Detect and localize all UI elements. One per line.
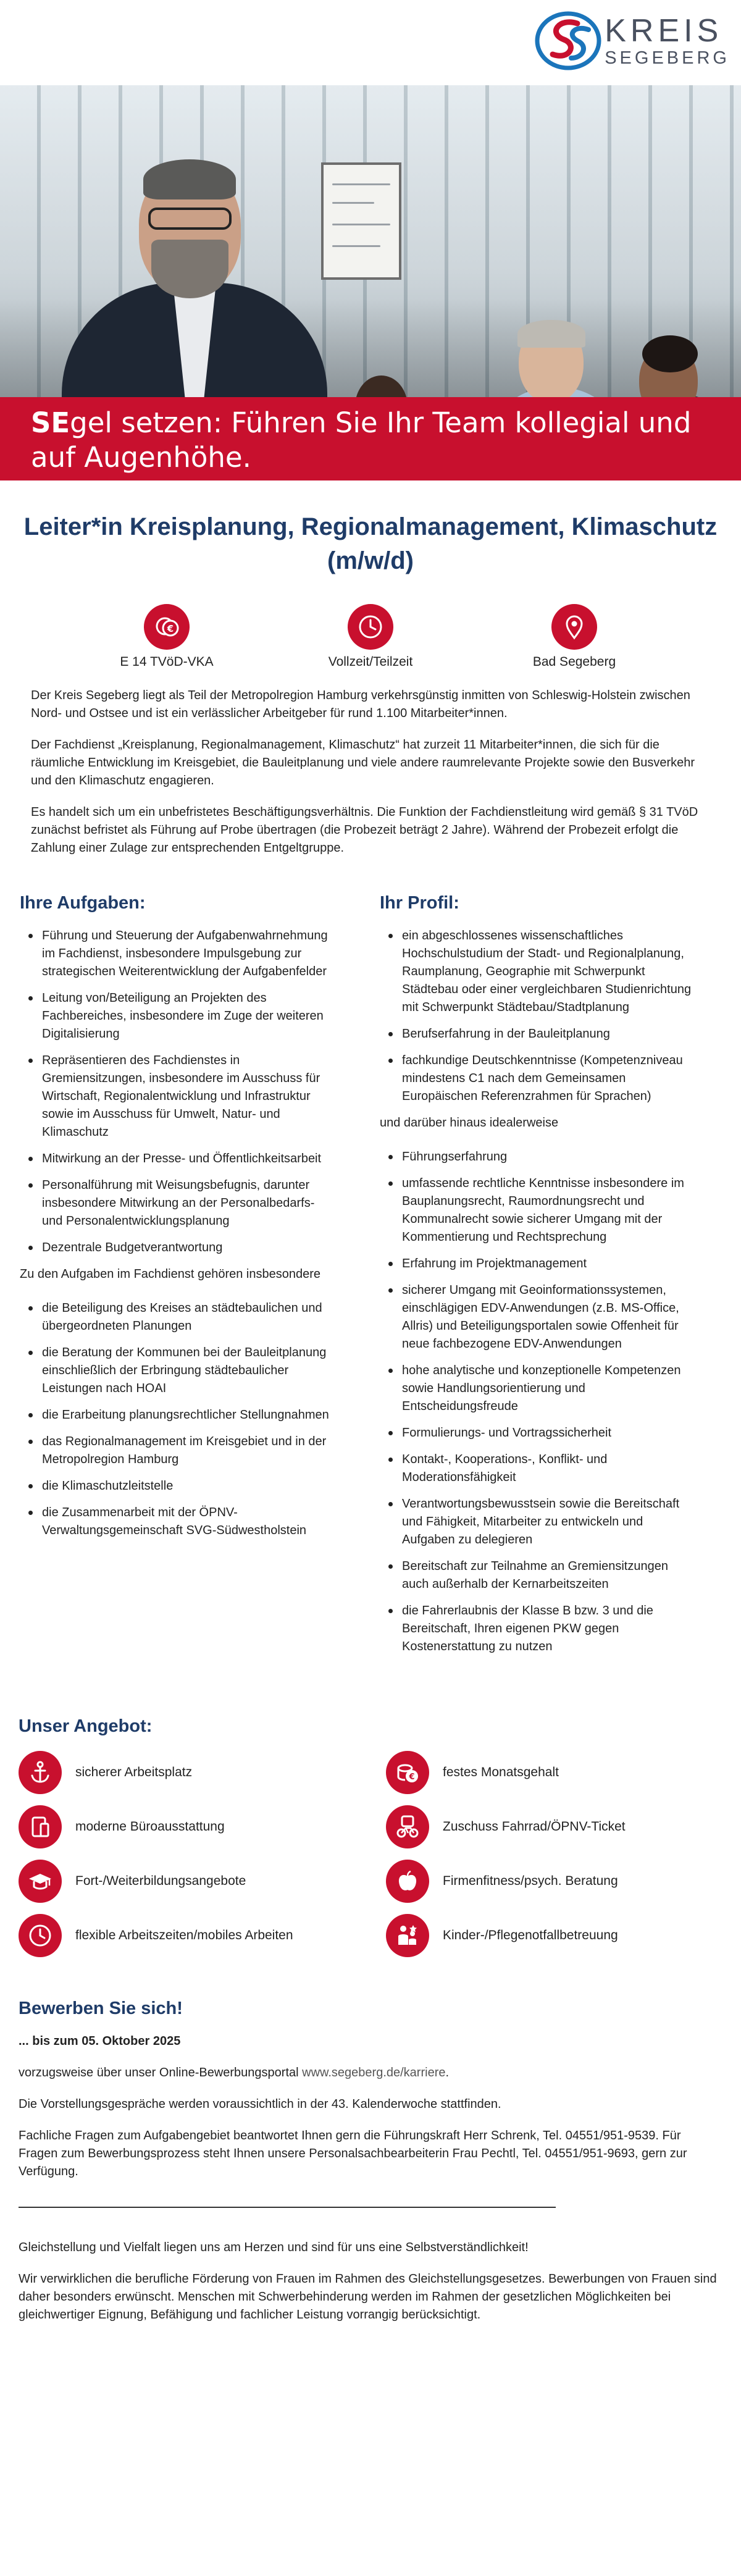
- clock-icon: [19, 1914, 62, 1957]
- slogan-text: gel setzen: Führen Sie Ihr Team kollegial und auf Augenhöhe.: [31, 406, 692, 474]
- list-item: fachkundige Deutschkenntnisse (Kompetenzniveau mindestens C1 nach dem Gemeinsamen Europäischen Referenzrahmen für Sprachen): [386, 1052, 695, 1105]
- main-content: [0, 480, 741, 2338]
- offer-label: sicherer Arbeitsplatz: [75, 1765, 193, 1779]
- offer-item: [386, 1859, 722, 1903]
- intro-paragraph: Der Kreis Segeberg liegt als Teil der Metropolregion Hamburg verkehrsgünstig inmitten von Schleswig-Holstein zwischen Nord- und Ostsee und ist ein verlässlicher Arbeitgeber für rund 1.100 Mitarbeiter*innen.: [31, 689, 690, 720]
- euro-coins-icon: [386, 1751, 429, 1794]
- clock-icon: [348, 604, 393, 650]
- offer-item: [386, 1913, 722, 1958]
- application-deadline: ... bis zum 05. Oktober 2025: [19, 2034, 181, 2048]
- key-facts: [68, 604, 673, 669]
- intro-paragraph: Es handelt sich um ein unbefristetes Beschäftigungsverhältnis. Die Funktion der Fachdienstleitung wird gemäß § 31 TVöD zunächst befristet als Führung auf Probe übertragen (die Probezeit beträgt 2 Jahre). Während der Probezeit erfolgt die Zahlung einer Zulage zur entsprechenden Entgeltgruppe.: [31, 805, 698, 855]
- profile-column: [380, 893, 722, 1664]
- offer-label: flexible Arbeitszeiten/mobiles Arbeiten: [75, 1928, 293, 1942]
- svg-text:€: €: [409, 1773, 415, 1782]
- offer-label: Kinder-/Pflegenotfallbetreuung: [443, 1928, 618, 1942]
- offer-label: Firmenfitness/psych. Beratung: [443, 1874, 618, 1888]
- list-item: Berufserfahrung in der Bauleitplanung: [386, 1025, 695, 1043]
- svg-text:€: €: [167, 623, 174, 634]
- list-item: Verantwortungsbewusstsein sowie die Bereitschaft und Fähigkeit, Mitarbeiter zu entwickeln und Aufgaben zu delegieren: [386, 1495, 695, 1549]
- logo-line2: SEGEBERG: [605, 48, 730, 68]
- intro-text: [31, 687, 710, 857]
- tasks-column: [19, 893, 361, 1664]
- devices-icon: [19, 1805, 62, 1848]
- list-item: Personalführung mit Weisungsbefugnis, darunter insbesondere Mitwirkung an der Personalbedarfs- und Personalentwicklungsplanung: [26, 1177, 335, 1230]
- list-item: die Erarbeitung planungsrechtlicher Stellungnahmen: [26, 1406, 335, 1424]
- contact-paragraph: Fachliche Fragen zum Aufgabengebiet beantwortet Ihnen gern die Führungskraft Herr Schrenk, Tel. 04551/951-9539. Für Fragen zum Bewerbungsprozess steht Ihnen unsere Personalsachbearbeiterin Frau Pechtl, Tel. 04551/951-9693, gern zur Verfügung.: [19, 2129, 687, 2178]
- portal-text: vorzugsweise über unser Online-Bewerbungsportal: [19, 2066, 303, 2079]
- list-item: Erfahrung im Projektmanagement: [386, 1255, 695, 1273]
- fact-hours: [272, 604, 469, 669]
- list-item: Formulierungs- und Vortragssicherheit: [386, 1424, 695, 1442]
- portal-paragraph: [19, 2064, 722, 2082]
- list-item: die Fahrerlaubnis der Klasse B bzw. 3 und die Bereitschaft, Ihren eigenen PKW gegen Kostenerstattung zu nutzen: [386, 1602, 695, 1656]
- list-item: die Beratung der Kommunen bei der Bauleitplanung einschließlich der Erbringung städtebaulicher Leistungen nach HOAI: [26, 1344, 335, 1398]
- fact-location-label: Bad Segeberg: [532, 655, 616, 669]
- segeberg-emblem-icon: [534, 9, 602, 73]
- anchor-icon: [19, 1751, 62, 1794]
- profile-requirements-list: [386, 927, 722, 1105]
- offer-section: [19, 1716, 722, 1958]
- slogan-bold: SE: [31, 406, 70, 439]
- header: [0, 0, 741, 85]
- career-portal-link[interactable]: www.segeberg.de/karriere: [302, 2066, 446, 2079]
- interviews-paragraph: Die Vorstellungsgespräche werden voraussichtlich in der 43. Kalenderwoche stattfinden.: [19, 2097, 501, 2111]
- offer-item: [19, 1859, 386, 1903]
- logo-line1: KREIS: [605, 12, 723, 49]
- tasks-intro-text: Zu den Aufgaben im Fachdienst gehören insbesondere: [20, 1267, 321, 1281]
- apply-heading: Bewerben Sie sich!: [19, 1999, 183, 2018]
- offer-item: [386, 1750, 722, 1795]
- list-item: Bereitschaft zur Teilnahme an Gremiensitzungen auch außerhalb der Kernarbeitszeiten: [386, 1558, 695, 1593]
- offer-label: Zuschuss Fahrrad/ÖPNV-Ticket: [443, 1819, 626, 1834]
- offer-item: [386, 1805, 722, 1849]
- list-item: Repräsentieren des Fachdienstes in Gremiensitzungen, insbesondere im Ausschuss für Wirtschaft, Regionalentwicklung und Infrastruktur sowie im Ausschuss für Umwelt, Natur- und Klimaschutz: [26, 1052, 335, 1141]
- list-item: Mitwirkung an der Presse- und Öffentlichkeitsarbeit: [26, 1150, 335, 1168]
- list-item: Leitung von/Beteiligung an Projekten des Fachbereiches, insbesondere im Zuge der weiteren Digitalisierung: [26, 989, 335, 1043]
- fact-salary-label: E 14 TVöD-VKA: [120, 655, 214, 669]
- list-item: sicherer Umgang mit Geoinformationssystemen, einschlägigen EDV-Anwendungen (z.B. MS-Office, Allris) und Beteiligungsportalen sowie Offenheit für neue fachbezogene EDV-Anwendungen: [386, 1282, 695, 1353]
- profile-ideal-text: und darüber hinaus idealerweise: [380, 1116, 559, 1130]
- list-item: die Beteiligung des Kreises an städtebaulichen und übergeordneten Planungen: [26, 1299, 335, 1335]
- offer-label: Fort-/Weiterbildungsangebote: [75, 1874, 246, 1888]
- family-icon: [386, 1914, 429, 1957]
- list-item: das Regionalmanagement im Kreisgebiet und in der Metropolregion Hamburg: [26, 1433, 335, 1469]
- offer-item: [19, 1805, 386, 1849]
- kreis-segeberg-logo[interactable]: [534, 9, 730, 73]
- slogan-banner: [0, 397, 741, 480]
- profile-ideal-list: [386, 1148, 722, 1656]
- list-item: Kontakt-, Kooperations-, Konflikt- und Moderationsfähigkeit: [386, 1451, 695, 1487]
- tasks-heading: Ihre Aufgaben:: [20, 893, 146, 913]
- apply-section: [19, 1999, 722, 2324]
- graduation-cap-icon: [19, 1860, 62, 1903]
- tasks-profile-columns: [19, 893, 722, 1664]
- hero-image: [0, 85, 741, 397]
- offer-heading: Unser Angebot:: [19, 1716, 153, 1736]
- offer-item: [19, 1750, 386, 1795]
- profile-heading: Ihr Profil:: [380, 893, 459, 913]
- list-item: Führungserfahrung: [386, 1148, 695, 1166]
- offer-label: moderne Büroausstattung: [75, 1819, 225, 1834]
- list-item: Dezentrale Budgetverantwortung: [26, 1239, 335, 1257]
- bicycle-bus-icon: [386, 1805, 429, 1848]
- euro-coins-icon: [144, 604, 190, 650]
- list-item: hohe analytische und konzeptionelle Kompetenzen sowie Handlungsorientierung und Entscheidungsfreude: [386, 1362, 695, 1416]
- apple-icon: [386, 1860, 429, 1903]
- tasks-list: [26, 927, 361, 1257]
- fact-hours-label: Vollzeit/Teilzeit: [328, 655, 413, 669]
- list-item: die Zusammenarbeit mit der ÖPNV-Verwaltungsgemeinschaft SVG-Südwestholstein: [26, 1504, 335, 1540]
- offer-item: [19, 1913, 386, 1958]
- list-item: die Klimaschutzleitstelle: [26, 1477, 335, 1495]
- list-item: Führung und Steuerung der Aufgabenwahrnehmung im Fachdienst, insbesondere Impulsgebung zur strategischen Weiterentwicklung der Aufgabenfelder: [26, 927, 335, 981]
- list-item: umfassende rechtliche Kenntnisse insbesondere im Bauplanungsrecht, Raumordnungsrecht und Kommunalrecht sowie sicherer Umgang mit der Kommentierung und Rechtsprechung: [386, 1175, 695, 1246]
- intro-paragraph: Der Fachdienst „Kreisplanung, Regionalmanagement, Klimaschutz“ hat zurzeit 11 Mitarbeiter*innen, die sich für die räumliche Entwicklung im Kreisgebiet, die Bauleitplanung und viele andere raumrelevante Projekte sowie den Busverkehr und den Klimaschutz engagieren.: [31, 738, 695, 787]
- offer-label: festes Monatsgehalt: [443, 1765, 559, 1779]
- fact-location: [475, 604, 673, 669]
- department-tasks-list: [26, 1299, 361, 1540]
- equality-paragraph: Wir verwirklichen die berufliche Förderung von Frauen im Rahmen des Gleichstellungsgesetzes. Bewerbungen von Frauen sind daher besonders erwünscht. Menschen mit Schwerbehinderung werden im Rahmen der gesetzlichen Möglichkeiten bei gleichwertiger Eignung, Befähigung und fachlicher Leistung vorrangig berücksichtigt.: [19, 2272, 717, 2322]
- divider: [19, 2207, 556, 2208]
- fact-salary: [68, 604, 266, 669]
- whiteboard: [321, 162, 401, 280]
- portal-text-end: .: [445, 2066, 450, 2079]
- location-pin-icon: [551, 604, 597, 650]
- job-title: Leiter*in Kreisplanung, Regionalmanagement, Klimaschutz (m/w/d): [23, 513, 718, 574]
- equality-paragraph: Gleichstellung und Vielfalt liegen uns am Herzen und sind für uns eine Selbstverständlichkeit!: [19, 2241, 529, 2254]
- list-item: ein abgeschlossenes wissenschaftliches Hochschulstudium der Stadt- und Regionalplanung, Raumplanung, Geographie mit Schwerpunkt Städtebau oder einer vergleichbaren Studienrichtung mit Schwerpunkt Städtebau/Stadtplanung: [386, 927, 695, 1017]
